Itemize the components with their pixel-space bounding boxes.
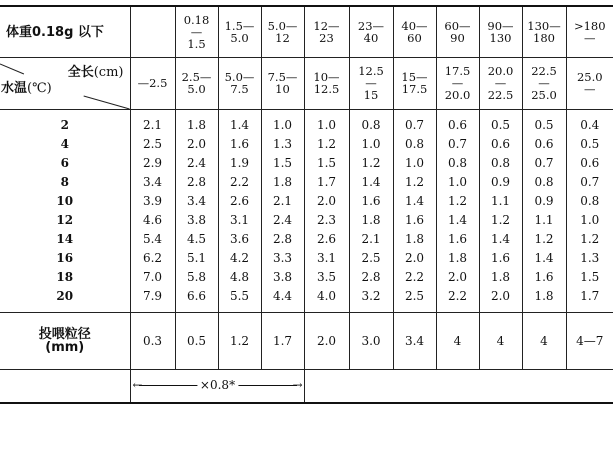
feeding-rate-cell: 4.4 xyxy=(261,287,304,313)
feeding-rate-cell: 2.1 xyxy=(349,230,393,249)
feeding-rate-cell: 1.7 xyxy=(304,173,349,192)
length-group-cell: 17.5 — 20.0 xyxy=(436,58,479,110)
feeding-rate-cell: 1.8 xyxy=(479,268,522,287)
water-temp-cell: 10 xyxy=(0,192,130,211)
arrow-right-icon: → xyxy=(292,378,303,392)
feeding-rate-cell: 3.8 xyxy=(175,211,218,230)
feeding-rate-cell: 0.8 xyxy=(479,154,522,173)
feeding-rate-cell: 2.6 xyxy=(304,230,349,249)
feeding-rate-cell: 3.1 xyxy=(218,211,261,230)
water-temp-cell: 8 xyxy=(0,173,130,192)
weight-group-cell: 130— 180 xyxy=(522,6,566,58)
table-row xyxy=(0,173,613,192)
feeding-rate-table xyxy=(0,5,613,404)
feeding-rate-cell: 3.4 xyxy=(175,192,218,211)
length-group-cell: 22.5 — 25.0 xyxy=(522,58,566,110)
feeding-rate-cell: 0.4 xyxy=(580,118,600,132)
feeding-rate-cell: 2.9 xyxy=(130,154,175,173)
feeding-rate-cell: 2.5 xyxy=(349,249,393,268)
feeding-rate-cell: 3.3 xyxy=(261,249,304,268)
feeding-rate-cell: 1.3 xyxy=(261,135,304,154)
feeding-rate-cell: 6.2 xyxy=(130,249,175,268)
feeding-rate-cell: 0.7 xyxy=(580,175,600,189)
feed-size-cell: 1.7 xyxy=(261,313,304,370)
feeding-rate-cell: 1.8 xyxy=(522,287,566,313)
feeding-rate-cell: 1.4 xyxy=(479,230,522,249)
feeding-rate-cell: 2.1 xyxy=(261,192,304,211)
length-group-cell: 2.5— 5.0 xyxy=(175,58,218,110)
feeding-rate-cell: 2.2 xyxy=(218,173,261,192)
feeding-rate-cell: 1.8 xyxy=(175,110,218,136)
data-rows xyxy=(0,110,613,313)
feeding-rate-cell: 1.4 xyxy=(349,173,393,192)
feeding-rate-cell: 1.6 xyxy=(393,211,436,230)
water-temp-cell: 14 xyxy=(0,230,130,249)
feeding-rate-cell: 1.2 xyxy=(436,192,479,211)
feeding-rate-cell: 1.6 xyxy=(436,230,479,249)
feeding-rate-cell: 1.9 xyxy=(218,154,261,173)
weight-group-cell: 1.5— 5.0 xyxy=(218,6,261,58)
feed-size-label: 投喂粒径 (mm) xyxy=(0,313,130,370)
table-row xyxy=(0,230,613,249)
length-group-cell: 15— 17.5 xyxy=(393,58,436,110)
table-row xyxy=(0,249,613,268)
feeding-rate-cell: 0.8 xyxy=(580,194,600,208)
feeding-rate-cell: 0.6 xyxy=(522,135,566,154)
table-row xyxy=(0,211,613,230)
feeding-rate-cell: 1.0 xyxy=(436,173,479,192)
weight-group-cell: 90— 130 xyxy=(479,6,522,58)
feeding-rate-cell: 4.6 xyxy=(130,211,175,230)
weight-group-cell: 23— 40 xyxy=(349,6,393,58)
weight-group-cell: 40— 60 xyxy=(393,6,436,58)
feeding-rate-cell: 3.4 xyxy=(130,173,175,192)
feeding-rate-cell: 1.6 xyxy=(349,192,393,211)
table-row xyxy=(0,110,613,136)
feed-size-cell: 3.4 xyxy=(393,313,436,370)
length-header-row xyxy=(0,58,613,110)
feeding-rate-cell: 4.5 xyxy=(175,230,218,249)
feeding-rate-cell: 1.0 xyxy=(304,110,349,136)
feeding-rate-cell: 6.6 xyxy=(175,287,218,313)
feeding-rate-cell: 2.2 xyxy=(393,268,436,287)
feeding-rate-cell: 0.5 xyxy=(522,110,566,136)
feeding-rate-cell: 1.2 xyxy=(479,211,522,230)
feed-size-row xyxy=(0,313,613,370)
weight-header-row xyxy=(0,6,613,58)
feeding-rate-cell: 2.0 xyxy=(304,192,349,211)
feeding-rate-cell: 5.5 xyxy=(218,287,261,313)
feeding-rate-cell: 5.4 xyxy=(130,230,175,249)
feed-size-cell: 2.0 xyxy=(304,313,349,370)
factor-note: ×0.8* xyxy=(197,377,238,393)
feeding-rate-cell: 5.8 xyxy=(175,268,218,287)
corner-header-cell xyxy=(0,58,130,110)
table-row xyxy=(0,287,613,313)
feeding-rate-cell: 0.9 xyxy=(479,173,522,192)
feeding-rate-cell: 0.9 xyxy=(522,192,566,211)
length-group-cell: 20.0 — 22.5 xyxy=(479,58,522,110)
feeding-rate-cell: 4.0 xyxy=(304,287,349,313)
feeding-rate-cell: 1.1 xyxy=(522,211,566,230)
feeding-rate-cell: 1.2 xyxy=(393,173,436,192)
feeding-rate-cell: 0.6 xyxy=(479,135,522,154)
length-group-cell: 10— 12.5 xyxy=(304,58,349,110)
weight-group-cell: 12— 23 xyxy=(304,6,349,58)
table-row xyxy=(0,192,613,211)
feeding-rate-cell: 2.2 xyxy=(436,287,479,313)
feeding-rate-cell: 5.1 xyxy=(175,249,218,268)
feeding-rate-cell: 2.0 xyxy=(436,268,479,287)
feed-size-cell: 0.3 xyxy=(130,313,175,370)
feeding-rate-cell: 2.6 xyxy=(218,192,261,211)
weight-group-cell: >180 — xyxy=(566,6,613,58)
feeding-rate-cell: 1.4 xyxy=(218,110,261,136)
feeding-rate-cell: 2.8 xyxy=(349,268,393,287)
feeding-rate-cell: 0.6 xyxy=(436,110,479,136)
range-arrow xyxy=(133,377,303,393)
feeding-rate-cell: 2.8 xyxy=(175,173,218,192)
feeding-rate-cell: 1.4 xyxy=(522,249,566,268)
feed-size-cell: 4 xyxy=(479,313,522,370)
feeding-rate-cell: 1.4 xyxy=(436,211,479,230)
water-temp-cell: 18 xyxy=(0,268,130,287)
feeding-rate-cell: 1.5 xyxy=(580,270,600,284)
feeding-rate-cell: 7.0 xyxy=(130,268,175,287)
feeding-rate-cell: 1.4 xyxy=(393,192,436,211)
feeding-rate-cell: 0.5 xyxy=(479,110,522,136)
temp-axis-label: 水温(℃) xyxy=(1,81,52,96)
weight-spacer-cell xyxy=(130,6,175,58)
feeding-rate-cell: 1.8 xyxy=(349,211,393,230)
note-row xyxy=(0,370,613,404)
weight-header-label: 体重0.18g 以下 xyxy=(0,6,130,58)
feeding-rate-cell: 2.1 xyxy=(130,110,175,136)
table-row xyxy=(0,135,613,154)
feeding-rate-cell: 2.8 xyxy=(261,230,304,249)
feed-size-cell: 4 xyxy=(436,313,479,370)
feeding-rate-cell: 7.9 xyxy=(130,287,175,313)
feeding-rate-cell: 1.6 xyxy=(218,135,261,154)
feeding-rate-cell: 0.8 xyxy=(436,154,479,173)
length-axis-label: 全长(cm) xyxy=(67,65,124,80)
feeding-rate-cell: 1.0 xyxy=(261,110,304,136)
feeding-rate-cell: 4.8 xyxy=(218,268,261,287)
feeding-rate-cell: 2.0 xyxy=(479,287,522,313)
table-row xyxy=(0,154,613,173)
feeding-rate-cell: 3.1 xyxy=(304,249,349,268)
feeding-rate-cell: 1.6 xyxy=(522,268,566,287)
feeding-rate-cell: 1.1 xyxy=(479,192,522,211)
feeding-rate-cell: 3.6 xyxy=(218,230,261,249)
length-group-cell: —2.5 xyxy=(130,58,175,110)
feeding-rate-cell: 4.2 xyxy=(218,249,261,268)
note-empty-cell xyxy=(0,370,130,404)
feeding-rate-cell: 1.2 xyxy=(522,230,566,249)
feeding-rate-cell: 1.8 xyxy=(436,249,479,268)
note-factor-cell xyxy=(130,370,304,404)
feeding-rate-cell: 2.3 xyxy=(304,211,349,230)
arrow-left-icon: ← xyxy=(132,378,143,392)
feeding-rate-cell: 1.3 xyxy=(580,251,600,265)
feeding-rate-cell: 3.2 xyxy=(349,287,393,313)
feeding-rate-cell: 2.4 xyxy=(261,211,304,230)
length-group-cell: 5.0— 7.5 xyxy=(218,58,261,110)
note-blank-cell xyxy=(304,370,613,404)
water-temp-cell: 16 xyxy=(0,249,130,268)
table-row xyxy=(0,268,613,287)
feeding-rate-cell: 2.5 xyxy=(393,287,436,313)
feeding-rate-cell: 3.8 xyxy=(261,268,304,287)
weight-group-cell: 5.0— 12 xyxy=(261,6,304,58)
feeding-rate-cell: 1.7 xyxy=(580,289,600,303)
feeding-rate-cell: 1.0 xyxy=(349,135,393,154)
feeding-rate-cell: 0.7 xyxy=(436,135,479,154)
feeding-rate-cell: 1.0 xyxy=(393,154,436,173)
length-group-cell: 12.5 — 15 xyxy=(349,58,393,110)
feeding-rate-cell: 0.8 xyxy=(349,110,393,136)
feeding-rate-cell: 0.7 xyxy=(522,154,566,173)
feeding-rate-cell: 3.9 xyxy=(130,192,175,211)
water-temp-cell: 4 xyxy=(0,135,130,154)
feeding-rate-cell: 3.5 xyxy=(304,268,349,287)
feeding-rate-cell: 1.5 xyxy=(304,154,349,173)
feed-size-cell: 4 xyxy=(522,313,566,370)
feeding-rate-cell: 2.4 xyxy=(175,154,218,173)
feeding-rate-cell: 1.6 xyxy=(479,249,522,268)
length-group-cell: 7.5— 10 xyxy=(261,58,304,110)
feed-size-cell: 3.0 xyxy=(349,313,393,370)
feeding-rate-cell: 1.8 xyxy=(261,173,304,192)
water-temp-cell: 2 xyxy=(0,110,130,136)
feeding-rate-cell: 0.7 xyxy=(393,110,436,136)
feeding-rate-cell: 1.8 xyxy=(393,230,436,249)
feed-size-cell: 1.2 xyxy=(218,313,261,370)
feeding-rate-cell: 0.5 xyxy=(580,137,600,151)
feeding-rate-cell: 2.0 xyxy=(175,135,218,154)
water-temp-cell: 6 xyxy=(0,154,130,173)
water-temp-cell: 20 xyxy=(0,287,130,313)
feeding-rate-cell: 0.8 xyxy=(522,173,566,192)
feeding-rate-cell: 2.0 xyxy=(393,249,436,268)
feeding-rate-cell: 1.2 xyxy=(304,135,349,154)
feed-size-cell: 4—7 xyxy=(566,313,613,370)
feeding-rate-cell: 0.6 xyxy=(580,156,600,170)
feeding-rate-cell: 1.2 xyxy=(580,232,600,246)
feed-size-cell: 0.5 xyxy=(175,313,218,370)
feeding-rate-cell: 1.5 xyxy=(261,154,304,173)
feeding-rate-cell: 0.8 xyxy=(393,135,436,154)
feeding-rate-cell: 1.2 xyxy=(349,154,393,173)
water-temp-cell: 12 xyxy=(0,211,130,230)
weight-group-cell: 0.18 — 1.5 xyxy=(175,6,218,58)
length-group-cell: 25.0 — xyxy=(566,58,613,110)
feeding-rate-cell: 1.0 xyxy=(580,213,600,227)
feeding-rate-cell: 2.5 xyxy=(130,135,175,154)
weight-group-cell: 60— 90 xyxy=(436,6,479,58)
